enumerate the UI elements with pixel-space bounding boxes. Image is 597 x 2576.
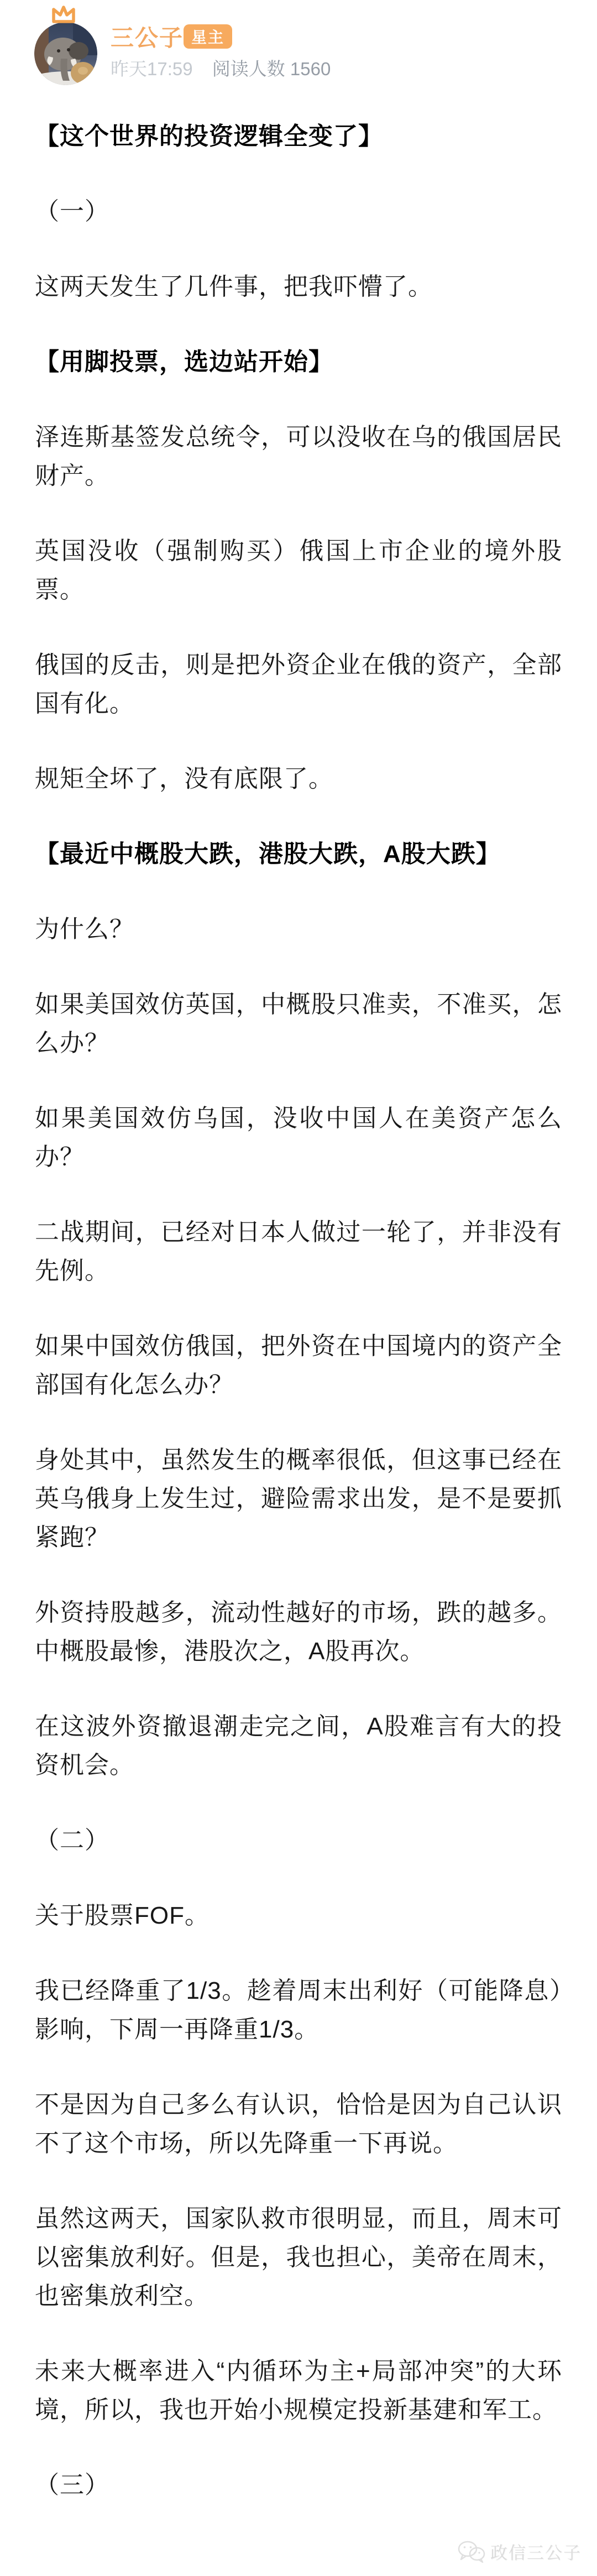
post-paragraph: 这两天发生了几件事，把我吓懵了。 xyxy=(35,273,433,300)
post-paragraph: 关于股票FOF。 xyxy=(35,1902,210,1929)
crown-icon xyxy=(51,4,76,24)
post-body xyxy=(35,117,562,2541)
post-paragraph: （三） xyxy=(35,2472,109,2499)
post-paragraph: 虽然这两天，国家队救市很明显，而且，周末可以密集放利好。但是，我也担心，美帝在周末，也密集放利空。 xyxy=(35,2205,562,2309)
post-paragraph: 如果美国效仿乌国，没收中国人在美资产怎么办？ xyxy=(35,1105,562,1171)
owner-badge xyxy=(184,24,232,49)
avatar-image xyxy=(34,22,97,85)
post-header xyxy=(0,0,597,94)
post-paragraph: 二战期间，已经对日本人做过一轮了，并非没有先例。 xyxy=(35,1219,562,1284)
watermark-text: 政信三公子 xyxy=(490,2543,582,2563)
post-paragraph: 规矩全坏了，没有底限了。 xyxy=(35,765,333,792)
username[interactable]: 三公子 xyxy=(111,25,184,51)
post-paragraph: 我已经降重了1/3。趁着周末出利好（可能降息）影响，下周一再降重1/3。 xyxy=(35,1977,562,2043)
post-paragraph: 【用脚投票，选边站开始】 xyxy=(35,348,333,375)
post-paragraph: 不是因为自己多么有认识，恰恰是因为自己认识不了这个市场，所以先降重一下再说。 xyxy=(35,2091,562,2157)
post-paragraph: 外资持股越多，流动性越好的市场，跌的越多。中概股最惨，港股次之，A股再次。 xyxy=(35,1599,562,1665)
post-paragraph: 英国没收（强制购买）俄国上市企业的境外股票。 xyxy=(35,537,562,603)
post-paragraph: 【最近中概股大跌，港股大跌，A股大跌】 xyxy=(35,840,501,868)
post-paragraph: 为什么？ xyxy=(35,916,134,943)
post-paragraph: （一） xyxy=(35,198,109,225)
watermark xyxy=(457,2539,582,2564)
post-paragraph: 未来大概率进入“内循环为主+局部冲突”的大环境，所以，我也开始小规模定投新基建和军工。 xyxy=(35,2358,562,2423)
post-paragraph: 如果美国效仿英国，中概股只准卖，不准买，怎么办？ xyxy=(35,991,562,1057)
post-paragraph: （二） xyxy=(35,1827,109,1854)
wechat-icon xyxy=(457,2540,486,2564)
read-count: 阅读人数 1560 xyxy=(212,59,331,79)
post-paragraph: 俄国的反击，则是把外资企业在俄的资产，全部国有化。 xyxy=(35,651,562,717)
post-time: 昨天17:59 xyxy=(111,59,193,79)
post-paragraph: 身处其中，虽然发生的概率很低，但这事已经在英乌俄身上发生过，避险需求出发，是不是要抓紧跑？ xyxy=(35,1446,562,1551)
post-paragraph: 在这波外资撤退潮走完之间，A股难言有大的投资机会。 xyxy=(35,1713,562,1779)
post-meta xyxy=(111,55,331,81)
post-paragraph: 泽连斯基签发总统令，可以没收在乌的俄国居民财产。 xyxy=(35,424,562,489)
owner-badge-label: 星主 xyxy=(191,29,225,46)
post-paragraph: 如果中国效仿俄国，把外资在中国境内的资产全部国有化怎么办？ xyxy=(35,1333,562,1398)
avatar[interactable] xyxy=(34,22,97,85)
post-paragraph: 【这个世界的投资逻辑全变了】 xyxy=(35,123,383,150)
